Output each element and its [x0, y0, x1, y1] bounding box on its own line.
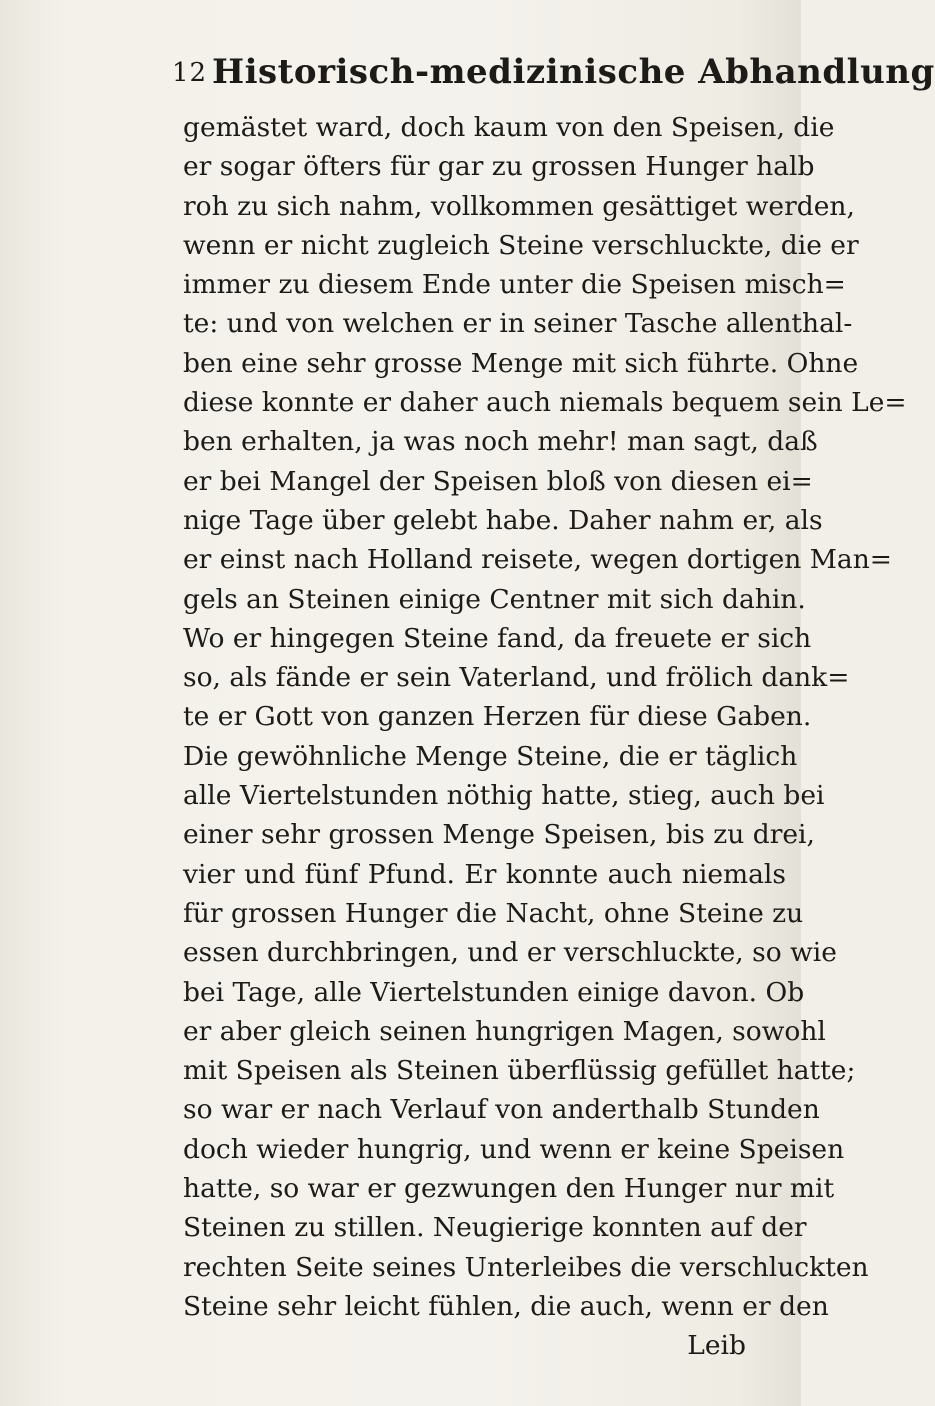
text-line: alle Viertelstunden nöthig hatte, stieg, auch bei	[183, 780, 825, 812]
text-line: ben eine sehr grosse Menge mit sich führte. Ohne	[183, 347, 859, 379]
text-line: gels an Steinen einige Centner mit sich dahin.	[183, 583, 806, 615]
page-header	[0, 52, 935, 102]
text-line: Steine sehr leicht fühlen, die auch, wenn er den	[183, 1290, 829, 1322]
text-line: so war er nach Verlauf von anderthalb Stunden	[183, 1094, 820, 1126]
text-line: immer zu diesem Ende unter die Speisen misch=	[183, 269, 846, 301]
text-line: wenn er nicht zugleich Steine verschluckte, die er	[183, 229, 859, 261]
text-line: ben erhalten, ja was noch mehr! man sagt, daß	[183, 426, 818, 458]
text-line: Steinen zu stillen. Neugierige konnten auf der	[183, 1212, 807, 1244]
body-text	[183, 108, 907, 1366]
text-line: vier und fünf Pfund. Er konnte auch niemals	[183, 858, 786, 890]
catchword: Leib	[687, 1330, 746, 1362]
running-head: Historisch-medizinische Abhandlung	[212, 52, 935, 92]
text-line: mit Speisen als Steinen überflüssig gefüllet hatte;	[183, 1055, 856, 1087]
text-line: Wo er hingegen Steine fand, da freuete er sich	[183, 622, 812, 654]
text-line: er aber gleich seinen hungrigen Magen, sowohl	[183, 1015, 826, 1047]
text-line: doch wieder hungrig, und wenn er keine Speisen	[183, 1133, 845, 1165]
page-number: 12	[172, 58, 208, 88]
text-line: bei Tage, alle Viertelstunden einige davon. Ob	[183, 976, 805, 1008]
text-line: roh zu sich nahm, vollkommen gesättiget werden,	[183, 190, 855, 222]
text-line: diese konnte er daher auch niemals bequem sein Le=	[183, 387, 907, 419]
text-line: te er Gott von ganzen Herzen für diese Gaben.	[183, 701, 812, 733]
text-line: so, als fände er sein Vaterland, und frölich dank=	[183, 662, 850, 694]
text-line: essen durchbringen, und er verschluckte, so wie	[183, 937, 837, 969]
text-line: einer sehr grossen Menge Speisen, bis zu drei,	[183, 819, 815, 851]
text-line: gemästet ward, doch kaum von den Speisen, die	[183, 112, 835, 143]
text-line: te: und von welchen er in seiner Tasche allenthal-	[183, 308, 853, 340]
text-line: Die gewöhnliche Menge Steine, die er täglich	[183, 740, 798, 772]
text-line: nige Tage über gelebt habe. Daher nahm er, als	[183, 504, 823, 536]
text-line: rechten Seite seines Unterleibes die verschluckten	[183, 1251, 869, 1283]
text-line: er einst nach Holland reisete, wegen dortigen Man=	[183, 544, 892, 576]
text-line: er sogar öfters für gar zu grossen Hunger halb	[183, 151, 815, 183]
text-line: hatte, so war er gezwungen den Hunger nur mit	[183, 1173, 835, 1205]
text-line: er bei Mangel der Speisen bloß von diesen ei=	[183, 465, 813, 497]
text-line: für grossen Hunger die Nacht, ohne Steine zu	[183, 897, 804, 929]
